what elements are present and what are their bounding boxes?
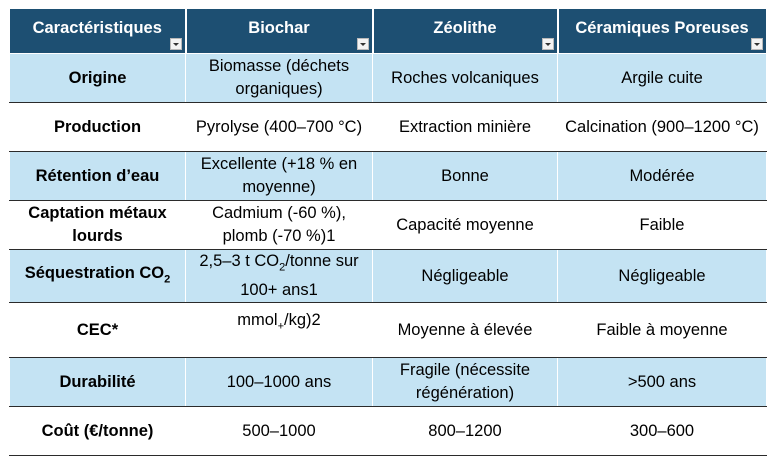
cell-biochar <box>186 303 373 358</box>
cell-subscript: 2 <box>279 261 286 274</box>
cell-biochar: 500–1000 <box>186 407 373 456</box>
cell-zeolithe: Négligeable <box>373 250 558 303</box>
table-row <box>10 201 767 250</box>
cell-biochar: 100–1000 ans <box>186 358 373 407</box>
row-label: Durabilité <box>10 358 186 407</box>
row-label: CEC* <box>10 303 186 358</box>
header-label: Caractéristiques <box>32 18 162 37</box>
filter-dropdown-icon[interactable] <box>357 38 369 50</box>
cell-biochar: Pyrolyse (400–700 °C) <box>186 103 373 152</box>
table-row <box>10 152 767 201</box>
cell-ceramiques: >500 ans <box>558 358 767 407</box>
cell-ceramiques: Faible à moyenne <box>558 303 767 358</box>
row-label-main: Séquestration CO <box>24 263 165 282</box>
cell-zeolithe: Extraction minière <box>373 103 558 152</box>
row-label: Rétention d’eau <box>10 152 186 201</box>
comparison-table-container <box>9 8 766 456</box>
comparison-table <box>9 8 768 456</box>
cell-zeolithe: Moyenne à élevée <box>373 303 558 358</box>
cell-zeolithe: Fragile (nécessite régénération) <box>373 358 558 407</box>
cell-ceramiques: Négligeable <box>558 250 767 303</box>
cell-subscript: + <box>277 320 285 333</box>
header-biochar <box>186 9 373 54</box>
header-label: Zéolithe <box>433 18 497 37</box>
cell-text-b: /tonne sur 100+ ans1 <box>240 252 359 300</box>
cell-biochar: Biomasse (déchets organiques) <box>186 54 373 103</box>
row-label: Coût (€/tonne) <box>10 407 186 456</box>
cell-ceramiques: Argile cuite <box>558 54 767 103</box>
filter-dropdown-icon[interactable] <box>542 38 554 50</box>
table-row <box>10 250 767 303</box>
cell-ceramiques: 300–600 <box>558 407 767 456</box>
table-row <box>10 103 767 152</box>
cell-ceramiques: Faible <box>558 201 767 250</box>
header-label: Biochar <box>248 18 310 37</box>
filter-dropdown-icon[interactable] <box>170 38 182 50</box>
cell-ceramiques: Modérée <box>558 152 767 201</box>
row-label <box>10 250 186 303</box>
cell-biochar: Cadmium (-60 %), plomb (-70 %)1 <box>186 201 373 250</box>
header-label: Céramiques Poreuses <box>575 18 749 37</box>
cell-ceramiques: Calcination (900–1200 °C) <box>558 103 767 152</box>
table-row <box>10 407 767 456</box>
filter-dropdown-icon[interactable] <box>751 38 763 50</box>
table-row <box>10 303 767 358</box>
row-label: Captation métaux lourds <box>10 201 186 250</box>
cell-text-a: mmol <box>237 311 278 330</box>
header-caracteristiques <box>10 9 186 54</box>
row-label-subscript: 2 <box>164 272 171 285</box>
header-zeolithe <box>373 9 558 54</box>
cell-biochar: Excellente (+18 % en moyenne) <box>186 152 373 201</box>
cell-zeolithe: Capacité moyenne <box>373 201 558 250</box>
row-label: Production <box>10 103 186 152</box>
header-ceramiques <box>558 9 767 54</box>
cell-biochar <box>186 250 373 303</box>
cell-zeolithe: 800–1200 <box>373 407 558 456</box>
cell-zeolithe: Roches volcaniques <box>373 54 558 103</box>
cell-text-b: /kg)2 <box>284 311 321 330</box>
cell-text-a: 2,5–3 t CO <box>199 252 280 270</box>
table-row <box>10 54 767 103</box>
cell-zeolithe: Bonne <box>373 152 558 201</box>
header-row <box>10 9 767 54</box>
row-label: Origine <box>10 54 186 103</box>
table-row <box>10 358 767 407</box>
